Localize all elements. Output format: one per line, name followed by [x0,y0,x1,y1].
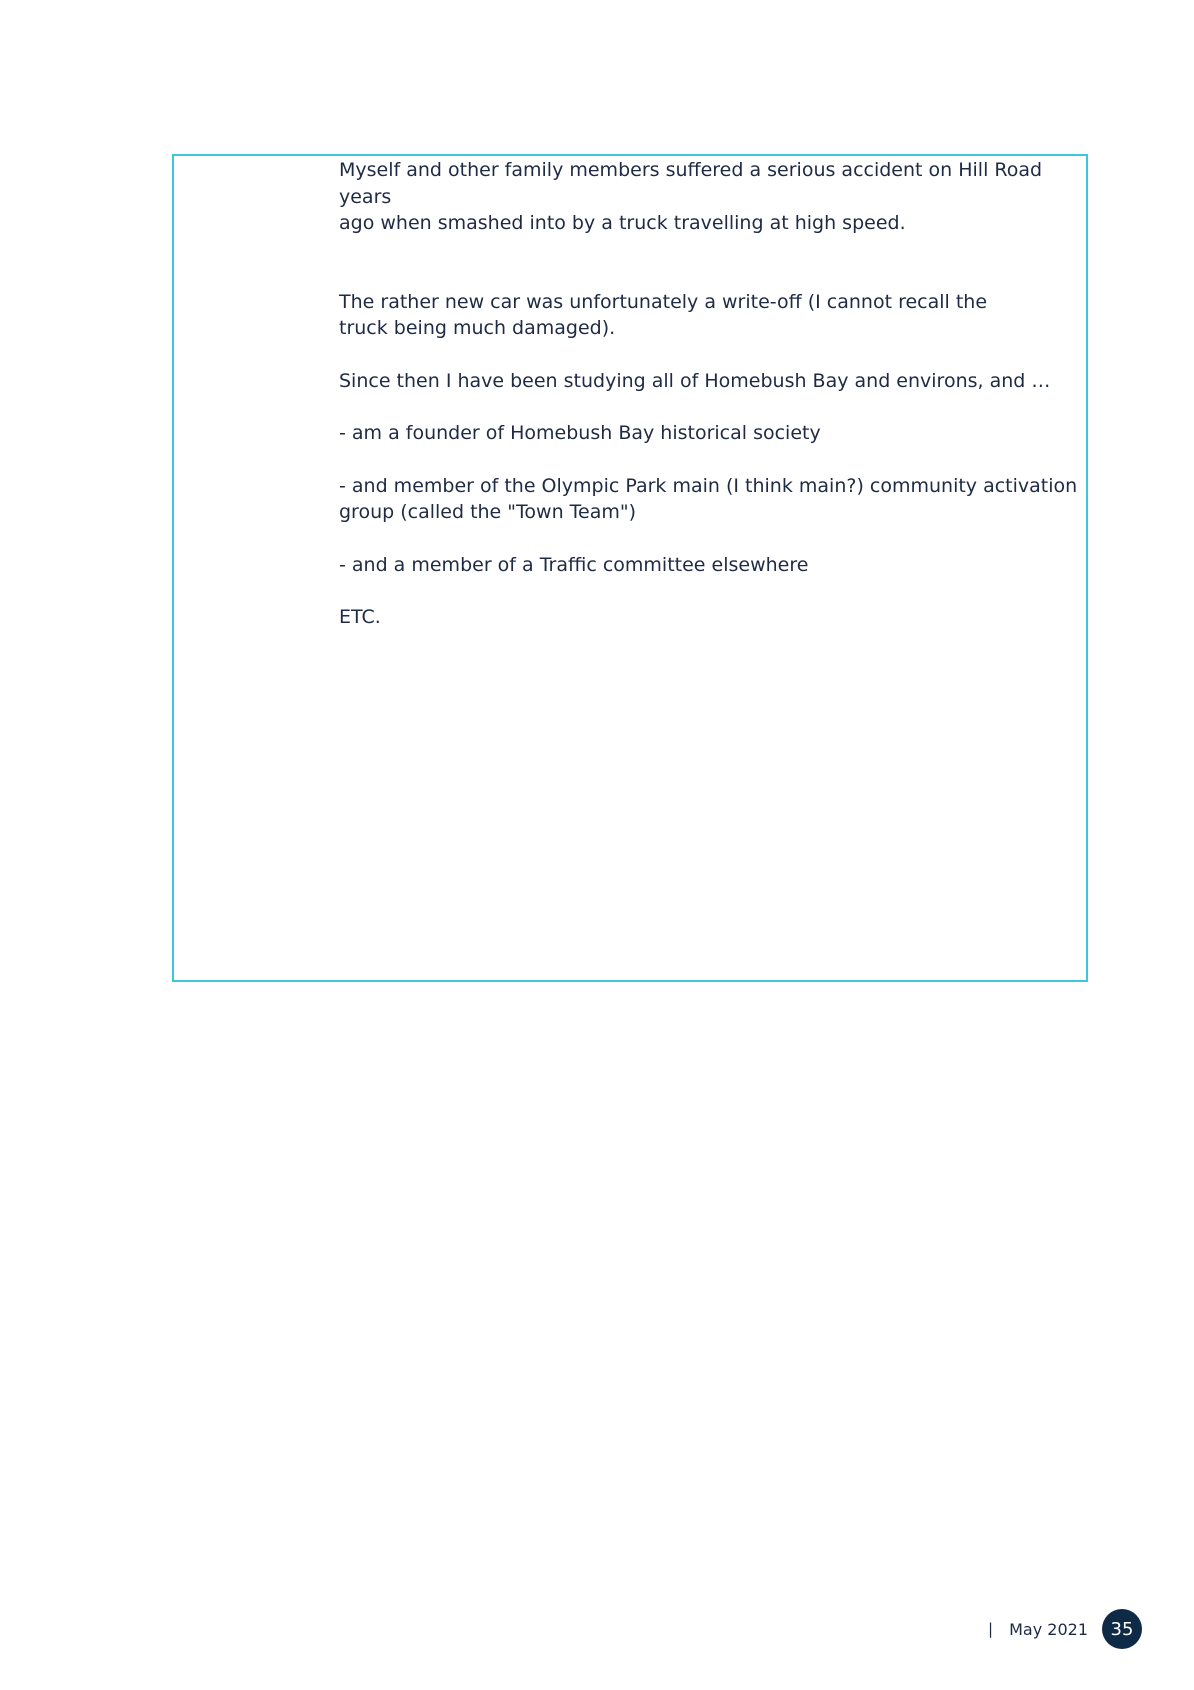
text-line: - and a member of a Traffic committee elsewhere [339,553,809,576]
text-line: - and member of the Olympic Park main (I think main?) community activation [339,474,1078,497]
text-line: truck being much damaged). [339,317,616,339]
footer-date: May 2021 [1009,1619,1088,1639]
text-line: ago when smashed into by a truck travelling at high speed. [339,212,906,234]
submission-text [339,157,1079,631]
text-line: ETC. [339,606,381,628]
text-line: - am a founder of Homebush Bay historical society [339,422,821,444]
text-line: Myself and other family members suffered a serious accident on Hill Road [339,159,1043,181]
page-footer [988,1609,1142,1649]
text-line: The rather new car was unfortunately a write-off (I cannot recall the [339,290,988,313]
text-line: group (called the "Town Team") [339,501,637,523]
footer-separator: | [988,1620,994,1638]
text-line: Since then I have been studying all of Homebush Bay and environs, and … [339,369,1051,392]
text-line: years [339,185,392,208]
page-number-badge: 35 [1102,1609,1142,1649]
